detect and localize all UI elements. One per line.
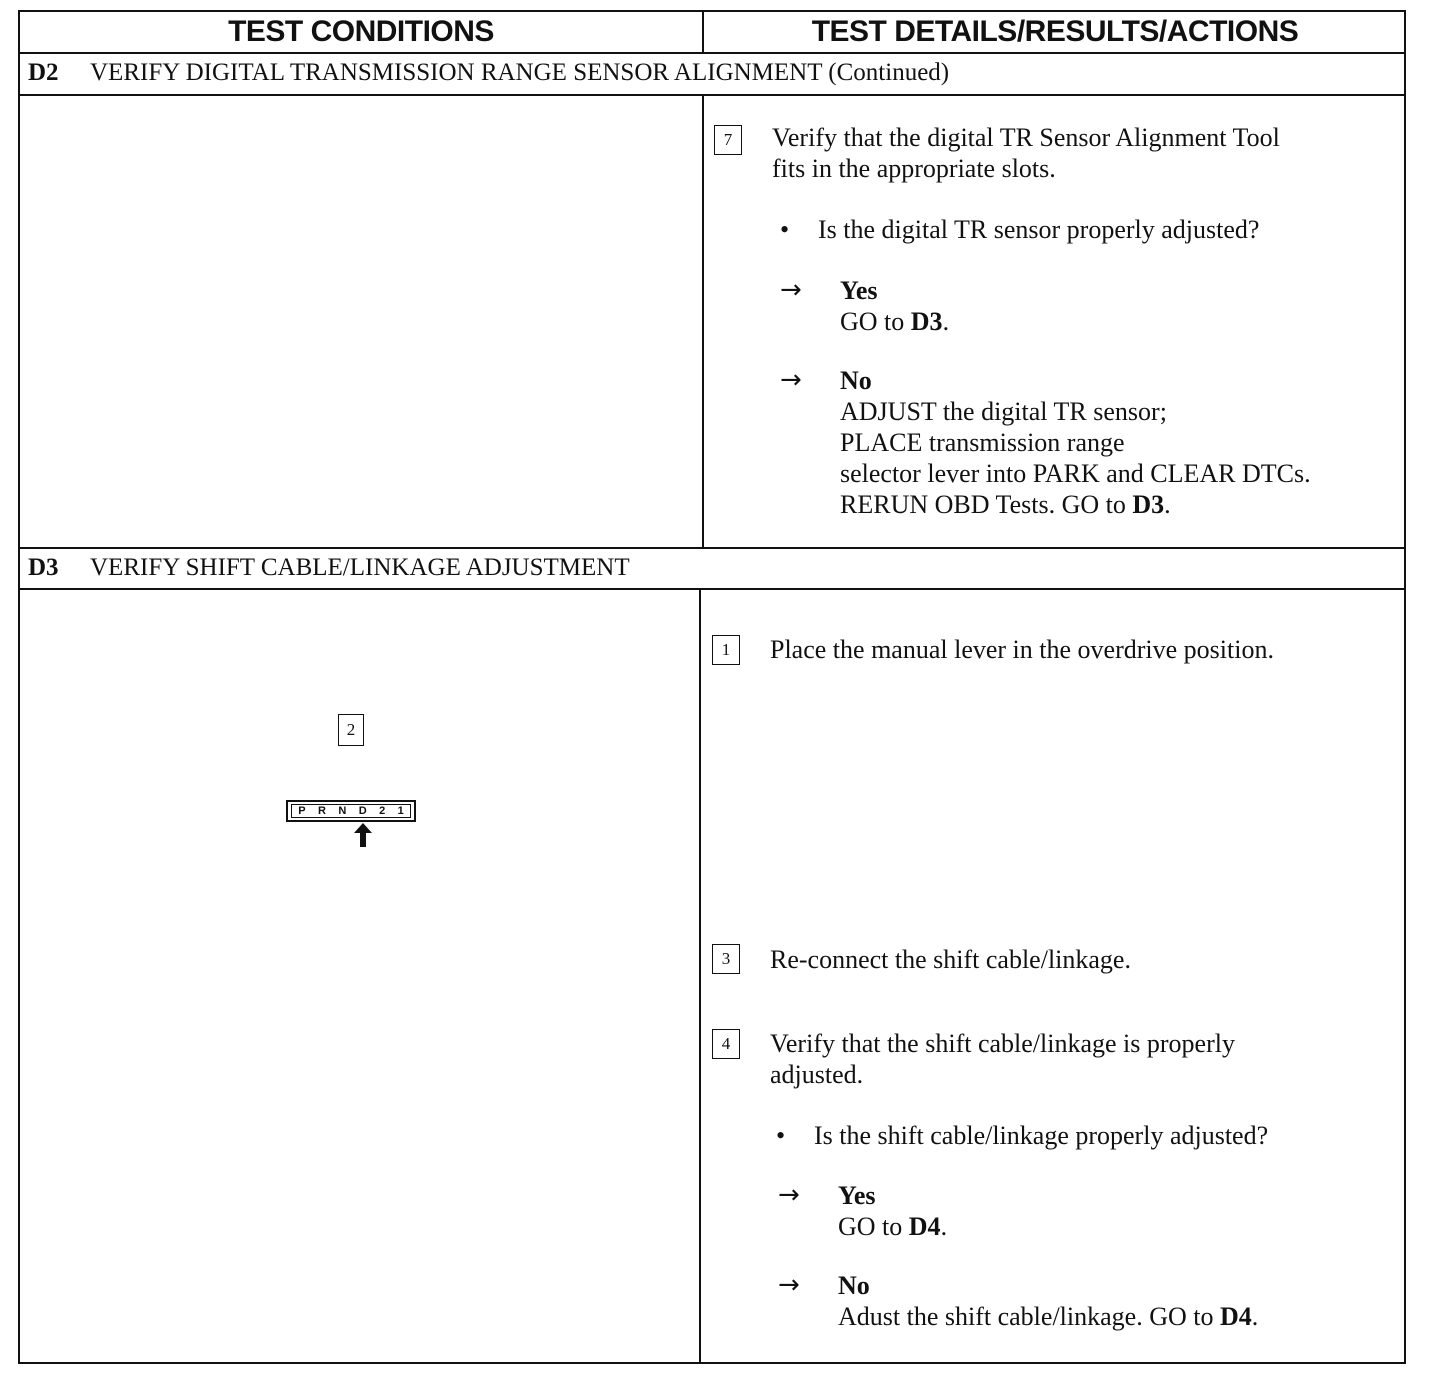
- d2-title-divider: [20, 94, 1404, 96]
- d2-question: [780, 214, 1259, 245]
- d3-yes-action: GO to: [838, 1212, 909, 1241]
- d2-code: D2: [28, 59, 59, 86]
- step-4-line-1: Verify that the shift cable/linkage is properly: [770, 1029, 1235, 1058]
- step-7-line-2: fits in the appropriate slots.: [772, 154, 1056, 183]
- header-divider: [20, 52, 1404, 54]
- d3-yes-target: D4: [908, 1212, 941, 1241]
- step-3-text: Re-connect the shift cable/linkage.: [770, 945, 1131, 974]
- bullet-icon: •: [776, 1121, 786, 1150]
- d3-question-text: Is the shift cable/linkage properly adjusted?: [814, 1121, 1269, 1150]
- gear-position-r: R: [317, 805, 326, 817]
- step-4-box: 4: [712, 1029, 740, 1059]
- bullet-icon: •: [780, 215, 790, 244]
- d2-no-answer: [840, 365, 1311, 520]
- arrow-right-icon: →: [778, 1180, 800, 1210]
- d2-title: VERIFY DIGITAL TRANSMISSION RANGE SENSOR ALIGNMENT (Continued): [90, 59, 950, 86]
- d2-yes-answer: [840, 275, 949, 337]
- d2-no-line-3: selector lever into PARK and CLEAR DTCs.: [840, 459, 1311, 488]
- header-test-details: TEST DETAILS/RESULTS/ACTIONS: [811, 15, 1299, 48]
- arrow-right-icon: →: [780, 365, 802, 395]
- gear-position-2: 2: [379, 805, 386, 817]
- step-7-text: [772, 122, 1280, 184]
- step-4-text: [770, 1028, 1235, 1090]
- d3-title: VERIFY SHIFT CABLE/LINKAGE ADJUSTMENT: [90, 554, 630, 581]
- d2-no-line-1: ADJUST the digital TR sensor;: [840, 397, 1167, 426]
- d2-yes-action: GO to: [840, 307, 911, 336]
- d2-no-line-2: PLACE transmission range: [840, 428, 1125, 457]
- step-1-box: 1: [712, 635, 740, 665]
- d2-yes-label: Yes: [840, 276, 878, 305]
- d2-no-line-4: RERUN OBD Tests. GO to: [840, 490, 1133, 519]
- d3-code: D3: [28, 554, 59, 581]
- d2-no-end: .: [1164, 490, 1171, 519]
- arrow-right-icon: →: [778, 1270, 800, 1300]
- step-4-line-2: adjusted.: [770, 1060, 864, 1089]
- gear-position-d: D: [358, 805, 367, 817]
- d2-no-target: D3: [1132, 490, 1165, 519]
- step-2-box: 2: [338, 714, 364, 746]
- d2-question-text: Is the digital TR sensor properly adjusted?: [818, 215, 1260, 244]
- d3-no-answer: [838, 1270, 1258, 1332]
- d2-section-title: [28, 59, 949, 87]
- gear-position-1: 1: [397, 805, 404, 817]
- d3-no-target: D4: [1219, 1302, 1252, 1331]
- gear-selector-indicator: [286, 800, 416, 822]
- d3-no-end: .: [1251, 1302, 1259, 1331]
- gear-position-p: P: [298, 805, 306, 817]
- d2-no-label: No: [840, 366, 872, 395]
- arrow-right-icon: →: [780, 275, 802, 305]
- header-test-conditions: TEST CONDITIONS: [228, 15, 494, 48]
- step-7-line-1: Verify that the digital TR Sensor Alignment Tool: [772, 123, 1280, 152]
- d3-title-divider: [20, 588, 1404, 590]
- up-arrow-icon: [354, 823, 372, 847]
- d2-column-divider: [702, 94, 704, 547]
- d2-yes-end: .: [942, 307, 950, 336]
- d3-yes-label: Yes: [838, 1181, 876, 1210]
- step-7-box: 7: [714, 125, 742, 155]
- gear-position-n: N: [338, 805, 347, 817]
- step-3-box: 3: [712, 944, 740, 974]
- d3-no-action: Adust the shift cable/linkage. GO to: [838, 1302, 1220, 1331]
- d3-yes-end: .: [940, 1212, 948, 1241]
- d3-question: [776, 1120, 1268, 1151]
- d2-yes-target: D3: [910, 307, 943, 336]
- d3-yes-answer: [838, 1180, 947, 1242]
- step-1-text: Place the manual lever in the overdrive position.: [770, 635, 1274, 664]
- procedure-table: [18, 10, 1406, 1364]
- d3-column-divider: [699, 588, 701, 1364]
- d2-end-divider: [20, 547, 1404, 549]
- d3-no-label: No: [838, 1271, 870, 1300]
- d3-section-title: [28, 554, 630, 582]
